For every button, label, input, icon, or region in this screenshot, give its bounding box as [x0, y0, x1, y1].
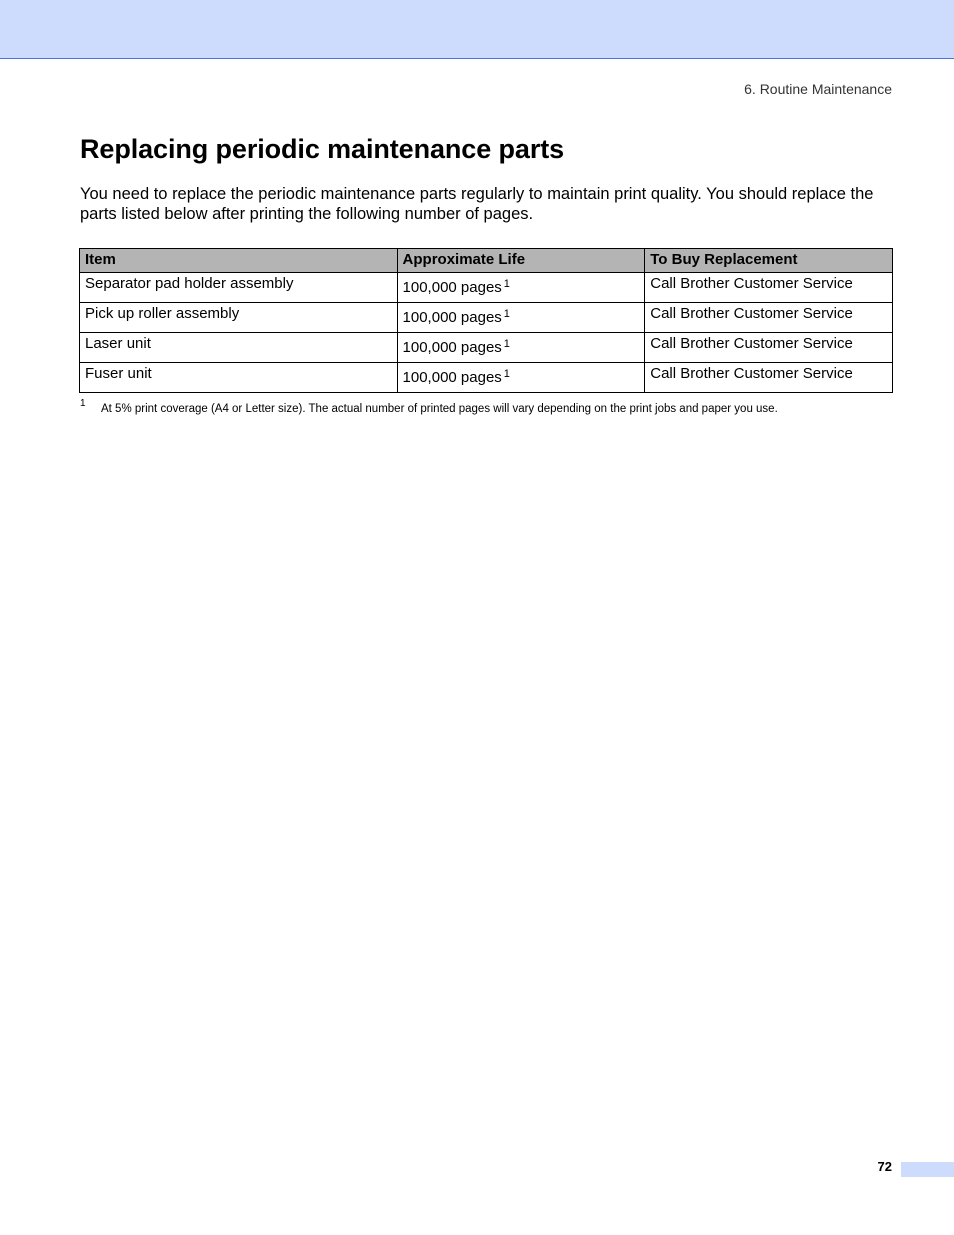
maintenance-parts-table	[79, 248, 893, 393]
footnote-ref: 1	[503, 278, 510, 290]
table-row	[80, 333, 893, 363]
footnote-text: At 5% print coverage (A4 or Letter size). The actual number of printed pages will vary depending on the print jobs and paper you use.	[101, 403, 778, 415]
cell-life	[397, 273, 645, 303]
footnote-ref: 1	[503, 368, 510, 380]
page-number: 72	[877, 1159, 892, 1174]
column-header-item: Item	[80, 249, 398, 273]
column-header-to-buy-replacement: To Buy Replacement	[645, 249, 893, 273]
cell-item: Separator pad holder assembly	[80, 273, 398, 303]
cell-life	[397, 363, 645, 393]
page-number-tab	[901, 1162, 954, 1177]
cell-item: Laser unit	[80, 333, 398, 363]
footnote-ref: 1	[503, 338, 510, 350]
life-value: 100,000 pages	[402, 369, 502, 386]
footnote-ref: 1	[503, 308, 510, 320]
life-value: 100,000 pages	[402, 279, 502, 296]
life-value: 100,000 pages	[402, 309, 502, 326]
running-header: 6. Routine Maintenance	[744, 81, 892, 97]
cell-item: Pick up roller assembly	[80, 303, 398, 333]
intro-paragraph: You need to replace the periodic maintenance parts regularly to maintain print quality. You should replace the parts listed below after printing the following number of pages.	[80, 185, 874, 223]
footnote-mark: 1	[80, 398, 86, 409]
cell-item: Fuser unit	[80, 363, 398, 393]
cell-life	[397, 303, 645, 333]
life-value: 100,000 pages	[402, 339, 502, 356]
table-header-row	[80, 249, 893, 273]
table-row	[80, 273, 893, 303]
table-row	[80, 303, 893, 333]
cell-buy: Call Brother Customer Service	[645, 303, 893, 333]
header-band	[0, 0, 954, 59]
cell-buy: Call Brother Customer Service	[645, 273, 893, 303]
cell-buy: Call Brother Customer Service	[645, 363, 893, 393]
cell-buy: Call Brother Customer Service	[645, 333, 893, 363]
column-header-approximate-life: Approximate Life	[397, 249, 645, 273]
cell-life	[397, 333, 645, 363]
page-title: Replacing periodic maintenance parts	[80, 134, 565, 164]
table-row	[80, 363, 893, 393]
